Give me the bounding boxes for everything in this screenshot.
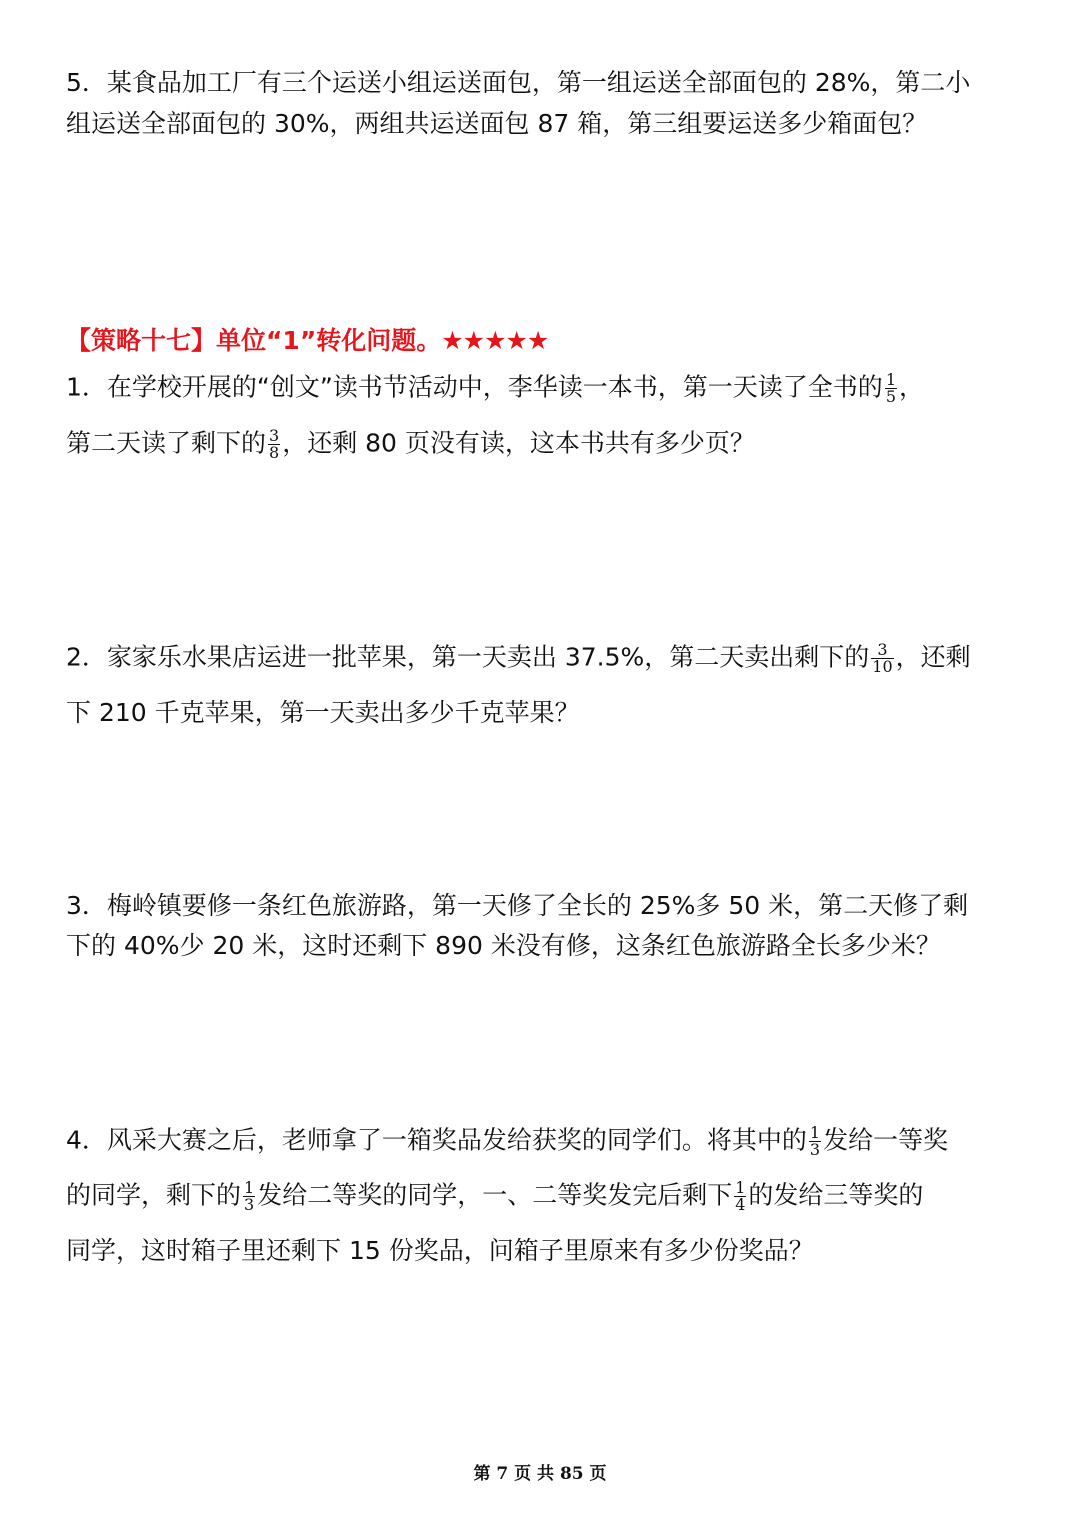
problem-3-line-1: 3．梅岭镇要修一条红色旅游路，第一天修了全长的 25%多 50 米，第二天修了剩 bbox=[66, 891, 969, 920]
problem-2-line-1 bbox=[66, 642, 971, 675]
fraction-denominator: 4 bbox=[735, 1195, 746, 1214]
problem-4-line-2 bbox=[66, 1180, 923, 1213]
fraction-denominator: 3 bbox=[244, 1195, 255, 1214]
problem-2-line-2: 下 210 千克苹果，第一天卖出多少千克苹果？ bbox=[66, 698, 580, 727]
fraction-numerator: 1 bbox=[735, 1178, 746, 1197]
fraction-numerator: 1 bbox=[885, 370, 896, 389]
fraction-denominator: 5 bbox=[885, 387, 896, 406]
problem-1-line-1 bbox=[66, 372, 924, 405]
problem-2-text-a: 2．家家乐水果店运进一批苹果，第一天卖出 37.5%，第二天卖出剩下的 bbox=[66, 642, 870, 672]
fraction-denominator: 3 bbox=[809, 1140, 821, 1159]
fraction-1-3 bbox=[243, 1180, 255, 1213]
problem-1-text-a: 1．在学校开展的“创文”读书节活动中，李华读一本书，第一天读了全书的 bbox=[66, 372, 883, 402]
fraction-numerator: 1 bbox=[809, 1123, 821, 1142]
problem-4-line-3: 同学，这时箱子里还剩下 15 份奖品，问箱子里原来有多少份奖品？ bbox=[66, 1236, 814, 1265]
problem-1-text-b: ， bbox=[899, 372, 925, 402]
problem-1-text-c: 第二天读了剩下的 bbox=[66, 428, 267, 458]
fraction-3-8 bbox=[268, 428, 280, 461]
fraction-numerator: 3 bbox=[877, 640, 888, 659]
fraction-1-5 bbox=[885, 372, 897, 405]
page-footer: 第 7 页 共 85 页 bbox=[473, 1464, 607, 1484]
section-title: 【策略十七】单位“1”转化问题。 bbox=[66, 326, 442, 355]
problem-2-text-b: ，还剩 bbox=[895, 642, 971, 672]
fraction-3-10 bbox=[871, 642, 893, 675]
difficulty-stars: ★★★★★ bbox=[441, 326, 549, 355]
fraction-numerator: 3 bbox=[269, 426, 280, 445]
section-heading bbox=[66, 328, 548, 353]
fraction-denominator: 10 bbox=[872, 657, 893, 676]
fraction-1-3 bbox=[809, 1125, 821, 1158]
problem-1-text-d: ，还剩 80 页没有读，这本书共有多少页？ bbox=[282, 428, 755, 458]
problem-3-line-2: 下的 40%少 20 米，这时还剩下 890 米没有修，这条红色旅游路全长多少米？ bbox=[66, 931, 941, 960]
problem-4-text-c: 的同学，剩下的 bbox=[66, 1180, 242, 1210]
problem-1-line-2 bbox=[66, 428, 755, 461]
fraction-denominator: 8 bbox=[269, 443, 280, 462]
fraction-1-4 bbox=[734, 1180, 746, 1213]
problem-4-text-b: 发给一等奖 bbox=[823, 1125, 949, 1155]
problem-4-text-e: 的发给三等奖的 bbox=[748, 1180, 924, 1210]
problem-4-text-d: 发给二等奖的同学，一、二等奖发完后剩下 bbox=[257, 1180, 733, 1210]
problem-5-line-1: 5．某食品加工厂有三个运送小组运送面包，第一组运送全部面包的 28%，第二小 bbox=[66, 68, 971, 97]
problem-4-line-1 bbox=[66, 1125, 948, 1158]
problem-5-line-2: 组运送全部面包的 30%，两组共运送面包 87 箱，第三组要运送多少箱面包？ bbox=[66, 109, 928, 138]
fraction-numerator: 1 bbox=[244, 1178, 255, 1197]
problem-4-text-a: 4．风采大赛之后，老师拿了一箱奖品发给获奖的同学们。将其中的 bbox=[66, 1125, 807, 1155]
